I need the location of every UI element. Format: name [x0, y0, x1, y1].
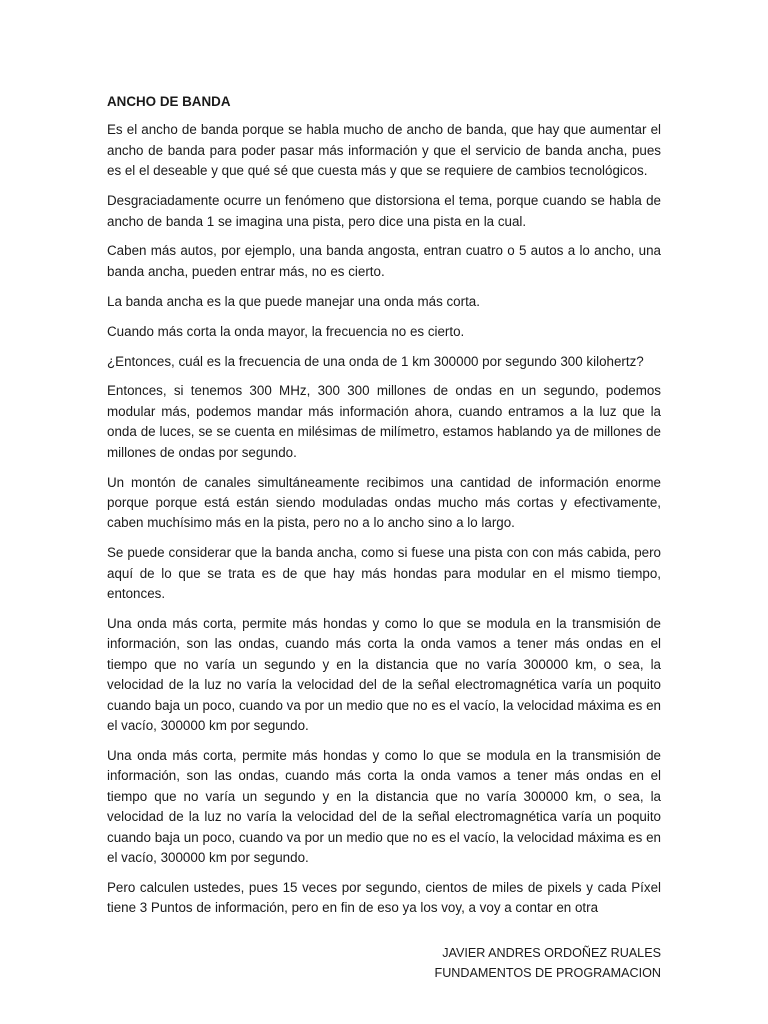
paragraph-1: Es el ancho de banda porque se habla mucho de ancho de banda, que hay que aumentar el ancho de banda para poder pasar más información y que el servicio de banda ancha, pues es el el deseable y que qué sé que cuesta más y que se requiere de cambios tecnológicos. — [107, 122, 661, 179]
paragraph-6: ¿Entonces, cuál es la frecuencia de una onda de 1 km 300000 por segundo 300 kilohertz? — [107, 353, 644, 369]
document-body — [107, 92, 661, 918]
footer-author: JAVIER ANDRES ORDOÑEZ RUALES — [442, 946, 661, 960]
paragraph-3: Caben más autos, por ejemplo, una banda angosta, entran cuatro o 5 autos a lo ancho, una banda ancha, pueden entrar más, no es cierto. — [107, 243, 661, 279]
paragraph-7: Entonces, si tenemos 300 MHz, 300 300 millones de ondas en un segundo, podemos modular más, podemos mandar más información ahora, cuando entramos a la luz que la onda de luces, se se cuenta en milésimas de milímetro, estamos hablando ya de millones de millones de ondas por segundo. — [107, 383, 661, 460]
page-footer — [435, 944, 661, 983]
paragraph-5: Cuando más corta la onda mayor, la frecuencia no es cierto. — [107, 323, 465, 339]
paragraph-9: Se puede considerar que la banda ancha, como si fuese una pista con con más cabida, pero aquí de lo que se trata es de que hay más hondas para modular en el mismo tiempo, entonces. — [107, 545, 661, 602]
paragraph-12: Pero calculen ustedes, pues 15 veces por segundo, cientos de miles de pixels y cada Píxel tiene 3 Puntos de información, pero en fin de eso ya los voy, a voy a contar en otra — [107, 879, 661, 916]
paragraph-10: Una onda más corta, permite más hondas y como lo que se modula en la transmisión de información, son las ondas, cuando más corta la onda vamos a tener más ondas en el tiempo que no varía un segundo y en la distancia que no varía 300000 km, o sea, la velocidad de la luz no varía la velocidad del de la señal electromagnética varía un poquito cuando baja un poco, cuando va por un medio que no es el vacío, la velocidad máxima es en el vacío, 300000 km por segundo. — [107, 616, 661, 734]
footer-course: FUNDAMENTOS DE PROGRAMACION — [434, 965, 661, 980]
paragraph-8: Un montón de canales simultáneamente recibimos una cantidad de información enorme porque porque está están siendo moduladas ondas mucho más cortas y efectivamente, caben muchísimo más en la pista, pero no a lo ancho sino a lo largo. — [107, 474, 661, 531]
paragraph-2: Desgraciadamente ocurre un fenómeno que distorsiona el tema, porque cuando se habla de ancho de banda 1 se imagina una pista, pero dice una pista en la cual. — [107, 193, 661, 229]
paragraph-4: La banda ancha es la que puede manejar una onda más corta. — [107, 293, 480, 309]
document-title: ANCHO DE BANDA — [107, 94, 231, 109]
paragraph-11: Una onda más corta, permite más hondas y como lo que se modula en la transmisión de información, son las ondas, cuando más corta la onda vamos a tener más ondas en el tiempo que no varía un segundo y en la distancia que no varía 300000 km, o sea, la velocidad de la luz no varía la velocidad del de la señal electromagnética varía un poquito cuando baja un poco, cuando va por un medio que no es el vacío, la velocidad máxima es en el vacío, 300000 km por segundo. — [107, 747, 661, 865]
